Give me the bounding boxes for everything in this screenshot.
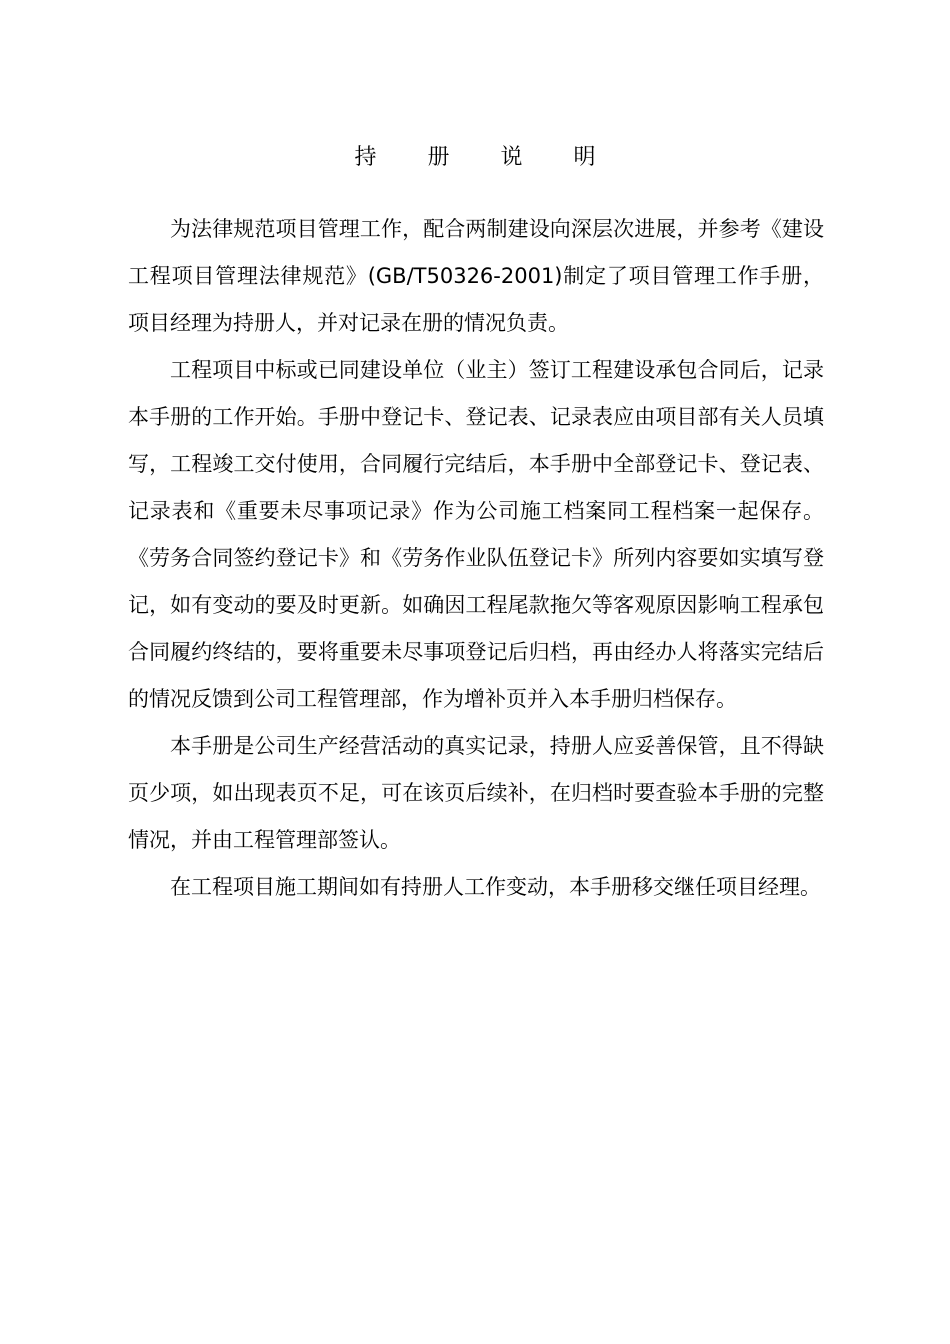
document-body (128, 206, 824, 911)
paragraph-2: 工程项目中标或已同建设单位（业主）签订工程建设承包合同后，记录本手册的工作开始。手册中登记卡、登记表、记录表应由项目部有关人员填写，工程竣工交付使用，合同履行完结后，本手册中全部登记卡、登记表、记录表和《重要未尽事项记录》作为公司施工档案同工程档案一起保存。《劳务合同签约登记卡》和《劳务作业队伍登记卡》所列内容要如实填写登记，如有变动的要及时更新。如确因工程尾款拖欠等客观原因影响工程承包合同履约终结的，要将重要未尽事项登记后归档，再由经办人将落实完结后的情况反馈到公司工程管理部，作为增补页并入本手册归档保存。 (128, 358, 824, 711)
paragraph-1: 为法律规范项目管理工作，配合两制建设向深层次进展，并参考《建设工程项目管理法律规范》(GB/T50326-2001)制定了项目管理工作手册，项目经理为持册人，并对记录在册的情况负责。 (128, 217, 824, 335)
paragraph-4: 在工程项目施工期间如有持册人工作变动，本手册移交继任项目经理。 (170, 875, 821, 899)
page-title: 持 册 说 明 (354, 145, 618, 170)
paragraph-3: 本手册是公司生产经营活动的真实记录，持册人应妥善保管，且不得缺页少项，如出现表页不足，可在该页后续补，在归档时要查验本手册的完整情况，并由工程管理部签认。 (128, 734, 824, 852)
